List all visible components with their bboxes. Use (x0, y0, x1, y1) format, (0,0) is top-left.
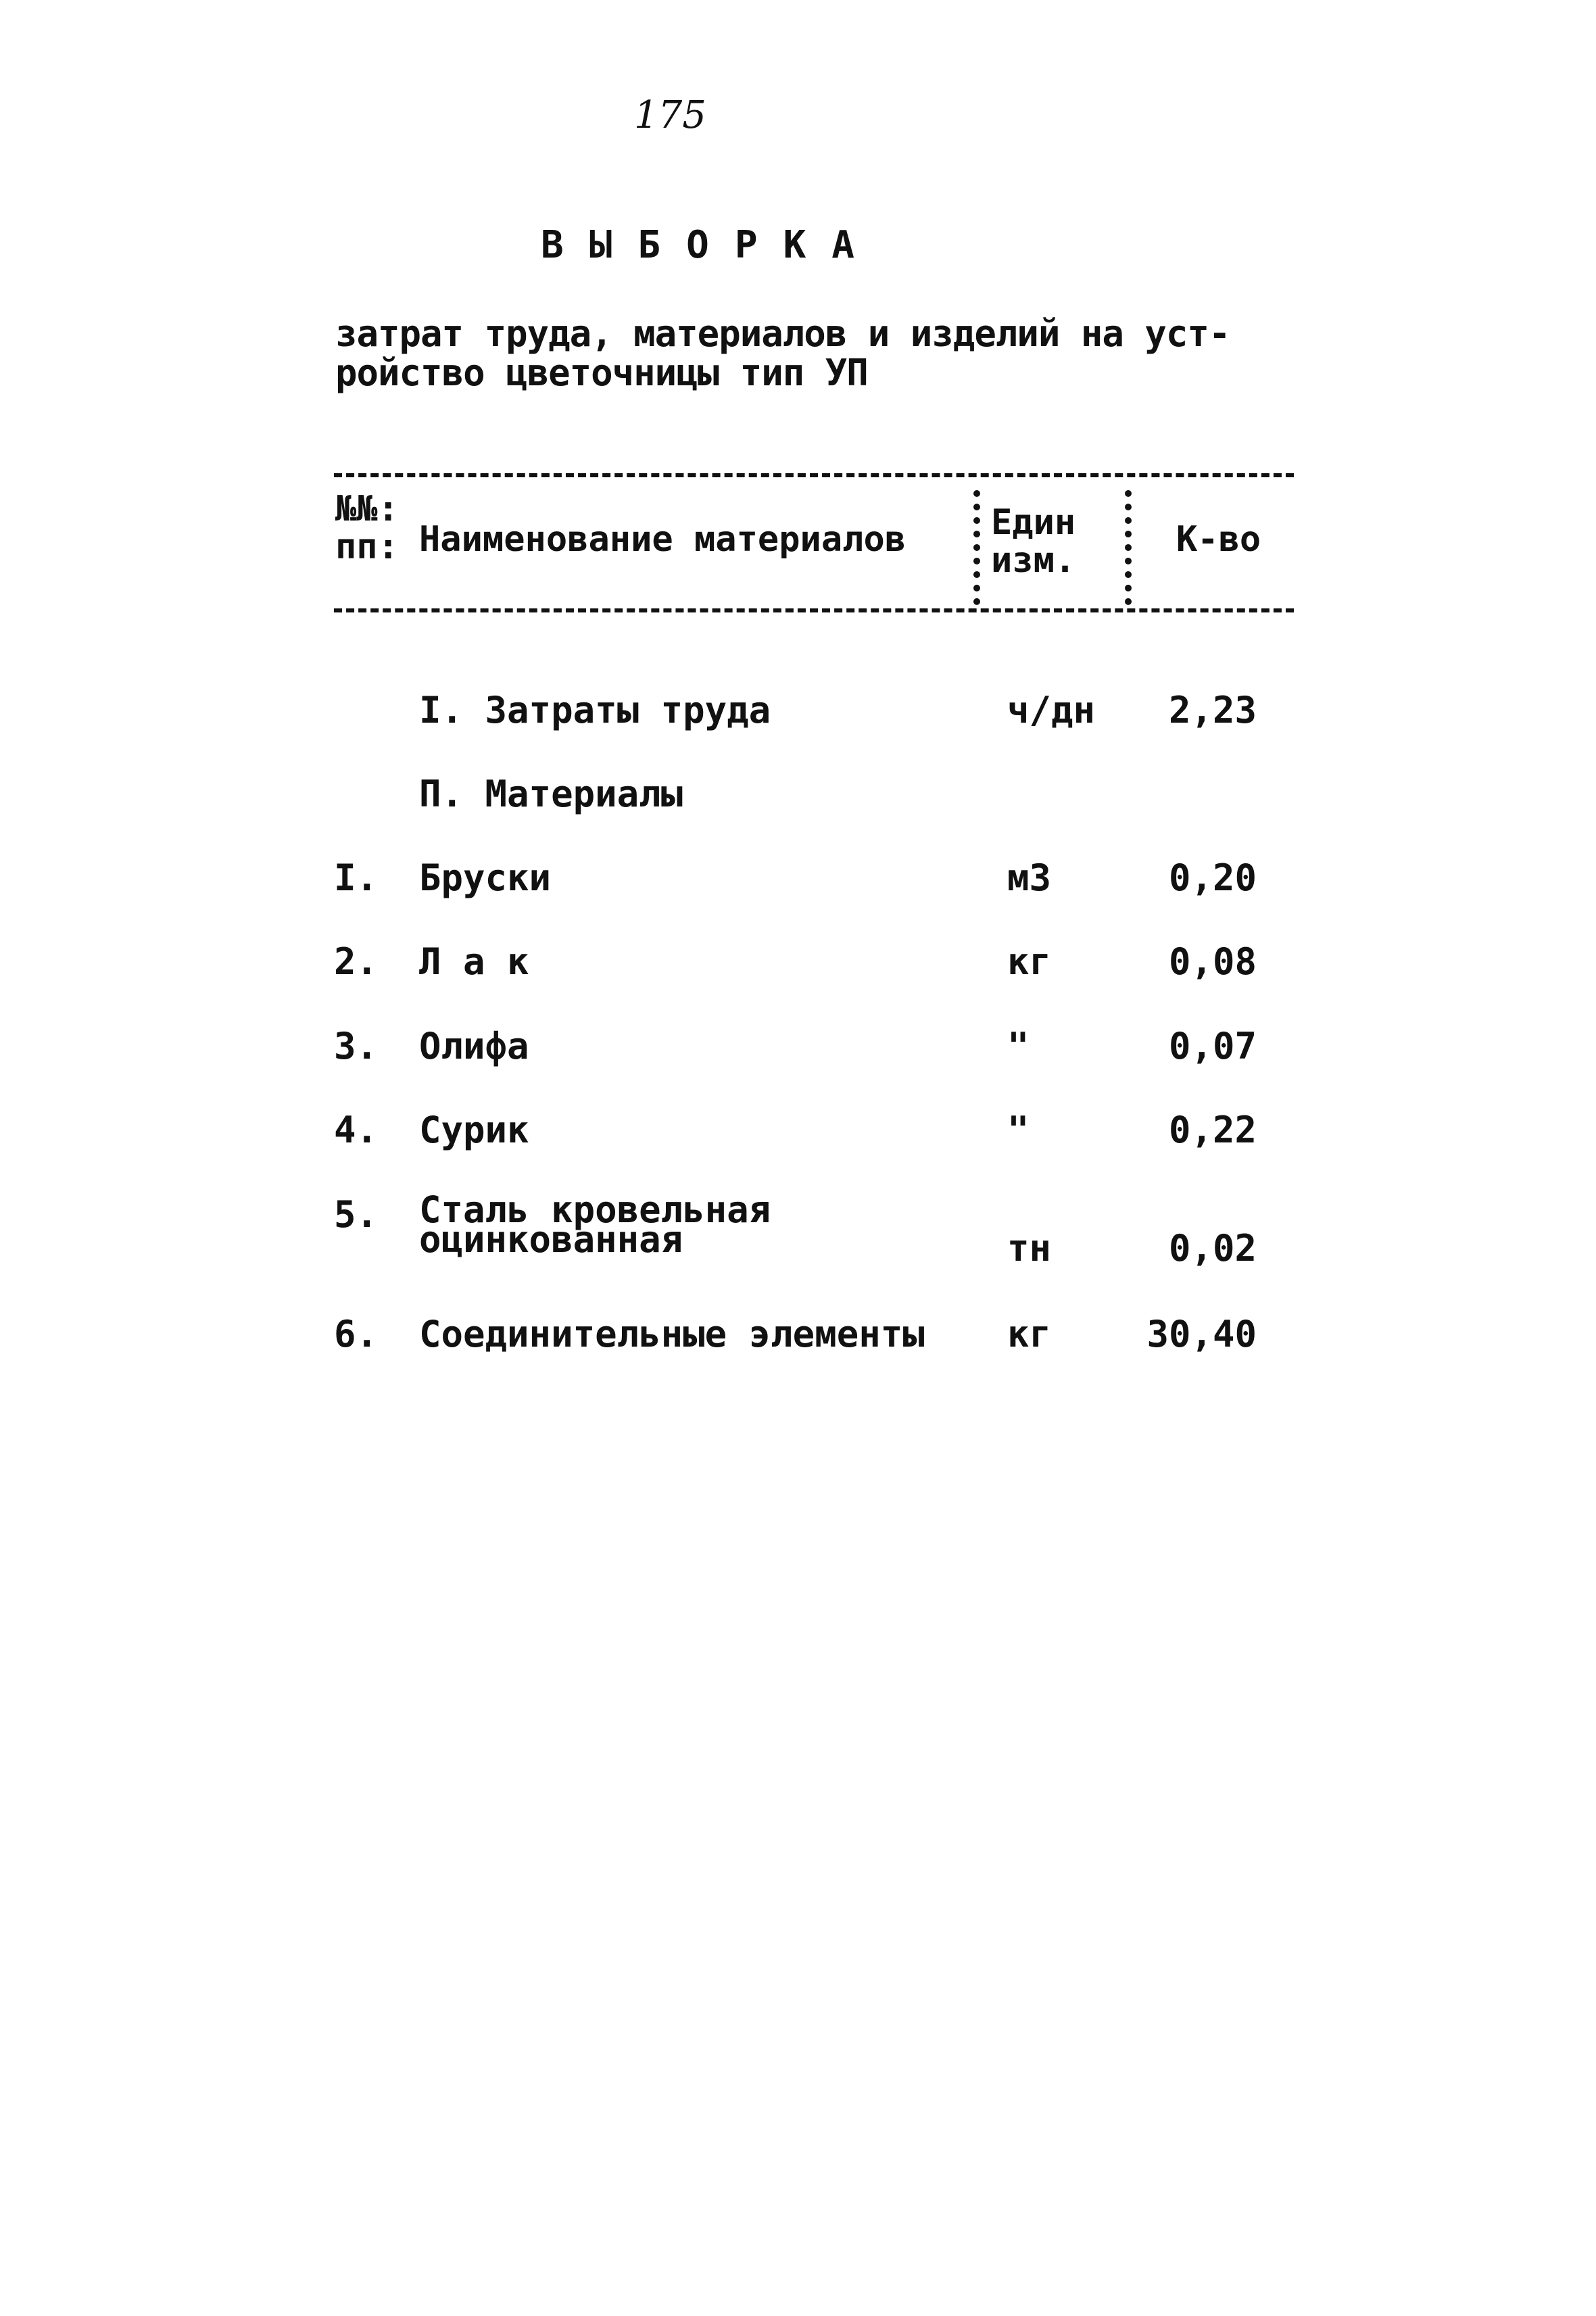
row-unit: ч/дн (1007, 689, 1096, 731)
header-quantity: К-во (1176, 519, 1261, 560)
row-quantity: 0,07 (1168, 1025, 1257, 1067)
row-unit: кг (1007, 940, 1052, 983)
header-unit: Един изм. (991, 502, 1076, 581)
row-quantity: 0,20 (1168, 857, 1257, 899)
row-number: 6. (334, 1313, 379, 1355)
header-number: №№: пп: (335, 489, 399, 567)
row-unit: м3 (1007, 857, 1052, 899)
row-name: Л а к (419, 940, 529, 983)
row-number: 5. (334, 1193, 379, 1236)
row-quantity: 30,40 (1146, 1313, 1257, 1355)
column-separator (1125, 490, 1132, 605)
row-number: 3. (334, 1025, 379, 1067)
row-unit: " (1007, 1025, 1030, 1067)
row-name: Соединительные элементы (419, 1313, 925, 1355)
row-number: I. (334, 857, 379, 899)
row-name: П. Материалы (419, 773, 683, 815)
row-number: 4. (334, 1109, 379, 1151)
document-title: ВЫБОРКА (541, 223, 881, 267)
page-number: 175 (634, 93, 706, 137)
row-name: Бруски (419, 857, 552, 899)
row-number: 2. (334, 940, 379, 983)
row-quantity: 2,23 (1168, 689, 1257, 731)
row-unit: " (1007, 1109, 1030, 1151)
row-unit: кг (1007, 1313, 1052, 1355)
row-unit: тн (1007, 1227, 1052, 1270)
row-quantity: 0,08 (1168, 940, 1257, 983)
document-subtitle: затрат труда, материалов и изделий на уст- ройство цветочницы тип УП (335, 312, 1230, 394)
column-separator (973, 490, 980, 605)
row-name: I. Затраты труда (419, 689, 771, 731)
table-top-rule (334, 473, 1294, 477)
header-name: Наименование материалов (419, 519, 906, 560)
row-quantity: 0,02 (1168, 1227, 1257, 1270)
row-name: Сурик (419, 1109, 529, 1151)
row-name: Сталь кровельная оцинкованная (419, 1188, 771, 1261)
table-header-rule (334, 608, 1294, 612)
row-name: Олифа (419, 1025, 529, 1067)
row-quantity: 0,22 (1168, 1109, 1257, 1151)
